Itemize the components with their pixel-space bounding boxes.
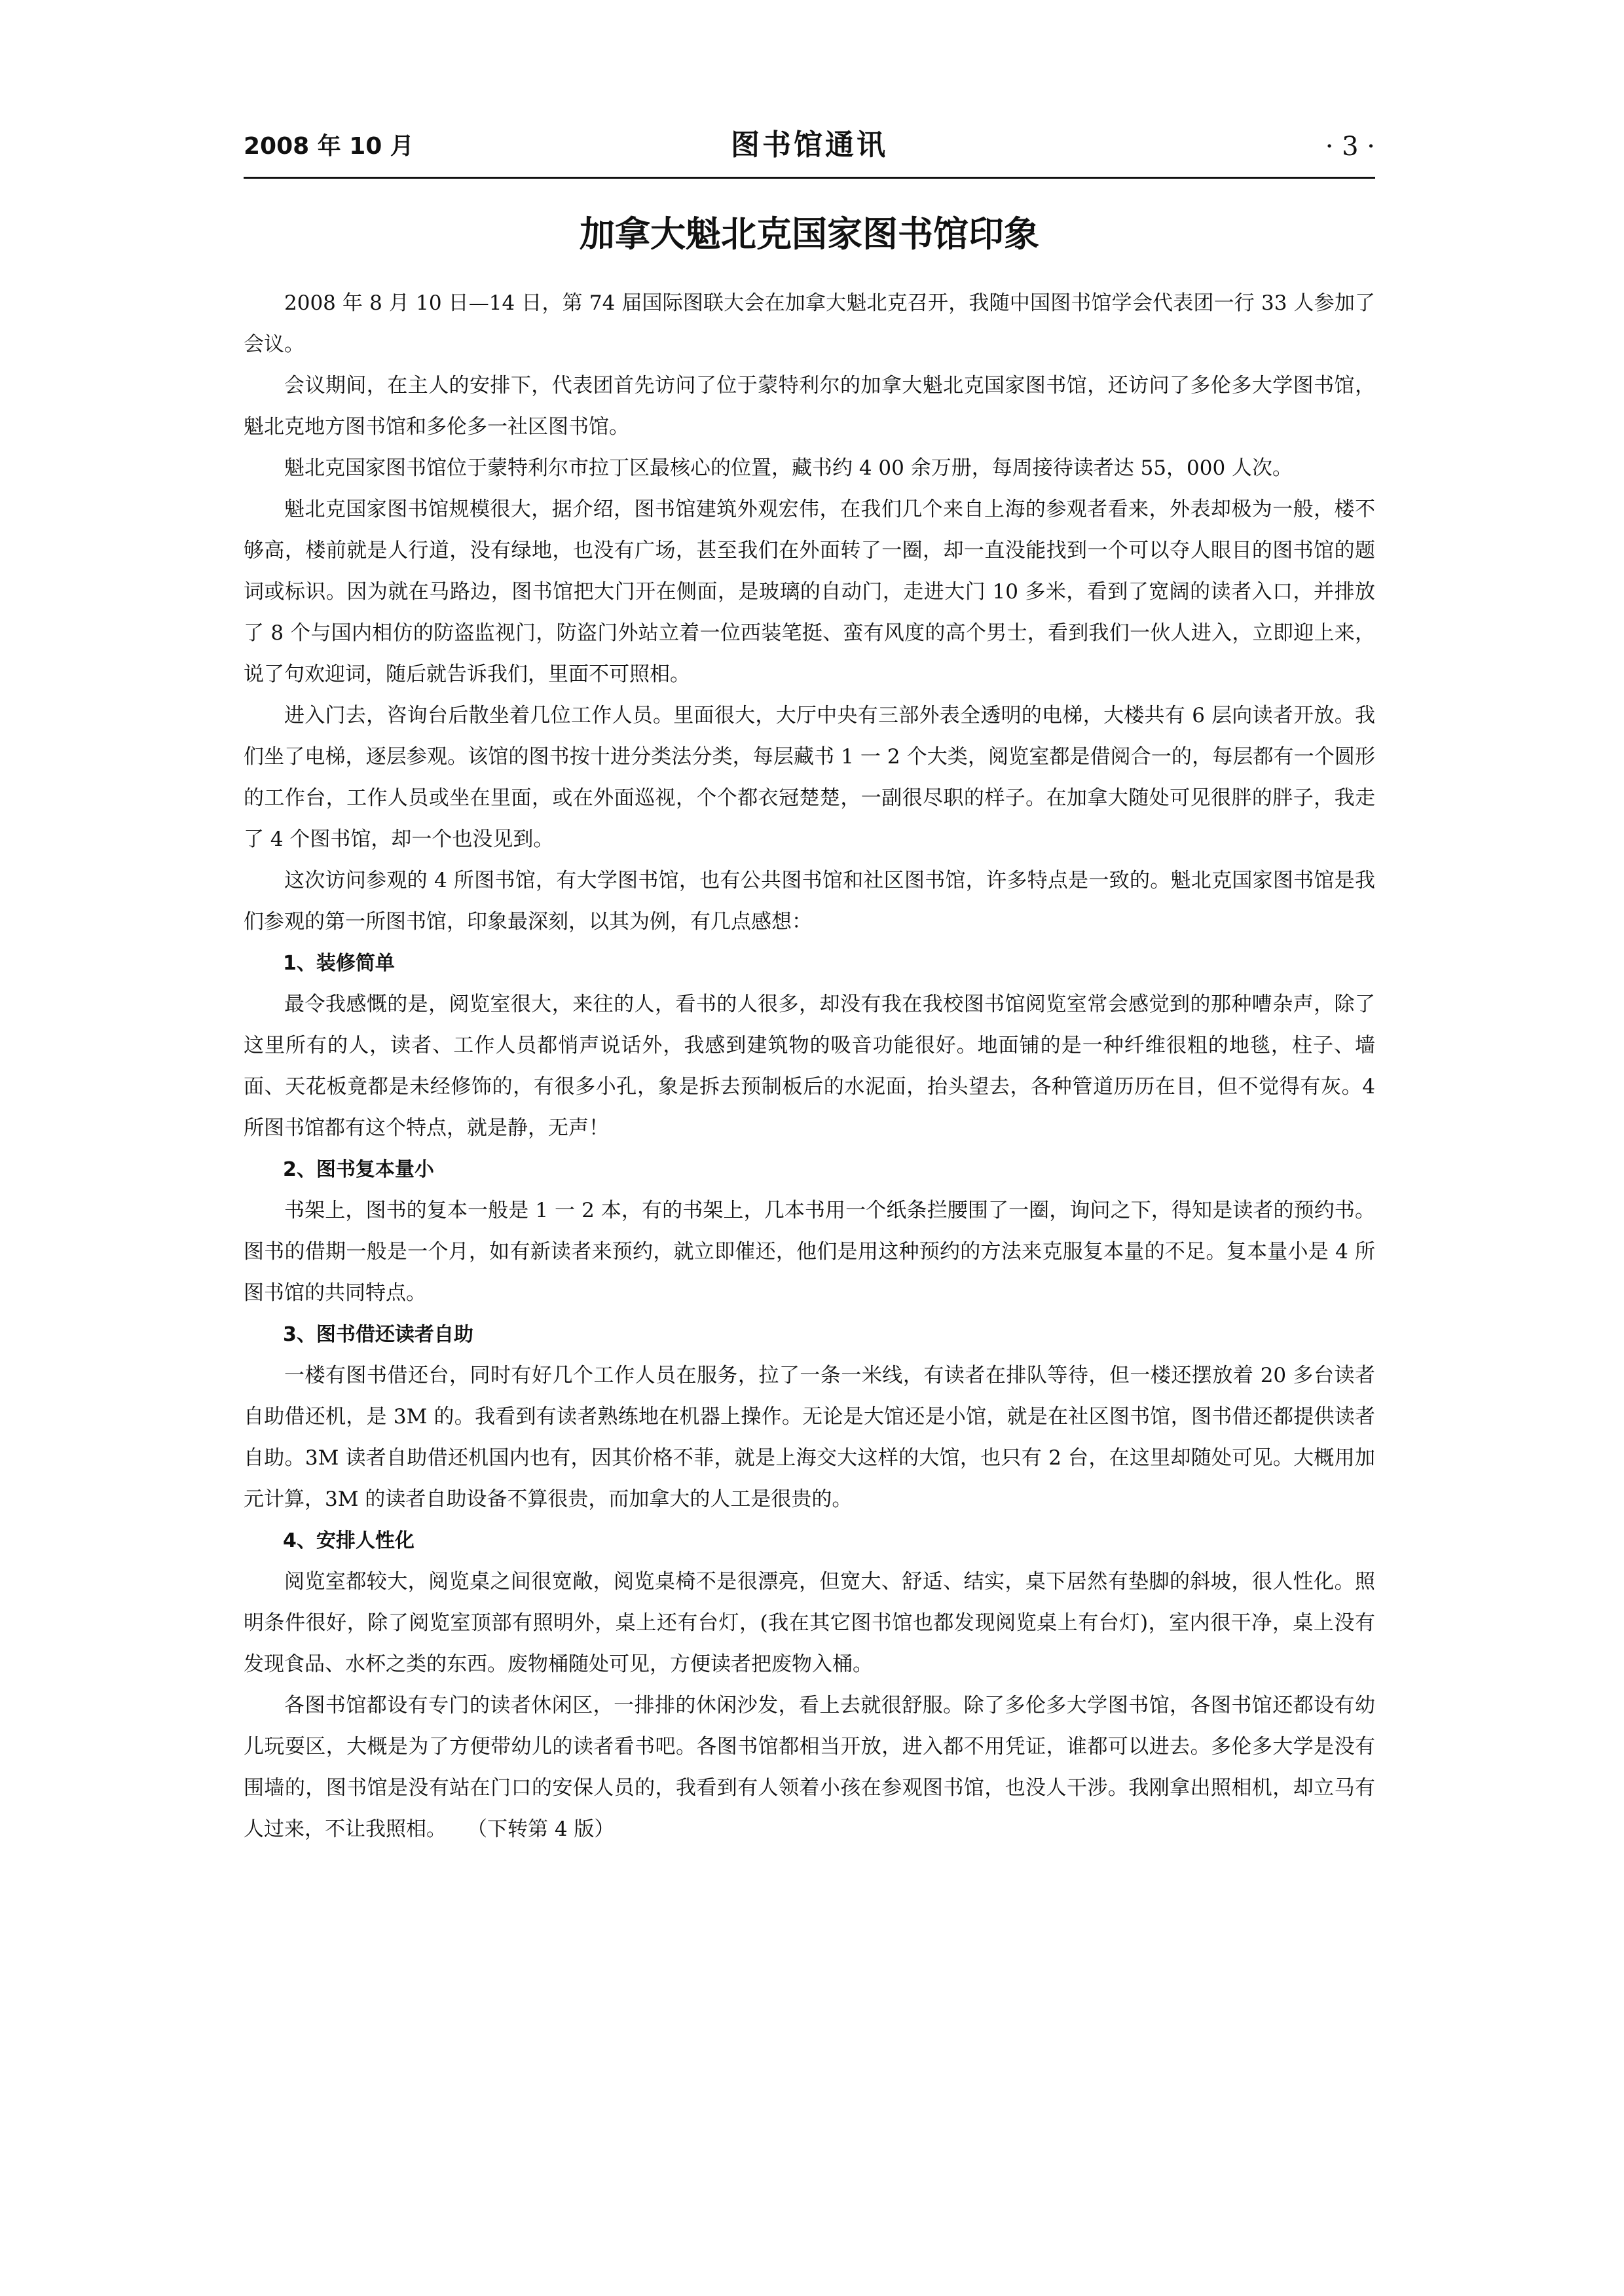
paragraph-location: 魁北克国家图书馆位于蒙特利尔市拉丁区最核心的位置，藏书约 4 00 余万册，每周接待读者达 55，000 人次。 — [284, 456, 1293, 480]
article-title: 加拿大魁北克国家图书馆印象 — [580, 213, 1039, 255]
paragraph-self-service: 一楼有图书借还台，同时有好几个工作人员在服务，拉了一条一米线，有读者在排队等待，但一楼还摆放着 20 多台读者自助借还机，是 3M 的。我看到有读者熟练地在机器上操作。无论是大馆还是小馆，就是在社区图书馆，图书借还都提供读者自助。3M 读者自助借还机国内也有，因其价格不菲，就是上海交大这样的大馆，也只有 2 台，在这里却随处可见。大概用加元计算，3M 的读者自助设备不算很贵，而加拿大的人工是很贵的。 — [244, 1364, 1375, 1511]
section-heading-decoration: 1、装修简单 — [283, 952, 395, 975]
section-heading-humanized: 4、安排人性化 — [283, 1529, 415, 1552]
paragraph-visit: 会议期间，在主人的安排下，代表团首先访问了位于蒙特利尔的加拿大魁北克国家图书馆，还访问了多伦多大学图书馆，魁北克地方图书馆和多伦多一社区图书馆。 — [244, 374, 1375, 439]
paragraph-overview: 这次访问参观的 4 所图书馆，有大学图书馆，也有公共图书馆和社区图书馆，许多特点是一致的。魁北克国家图书馆是我们参观的第一所图书馆，印象最深刻，以其为例，有几点感想： — [244, 869, 1375, 934]
paragraph-interior: 进入门去，咨询台后散坐着几位工作人员。里面很大，大厅中央有三部外表全透明的电梯，大楼共有 6 层向读者开放。我们坐了电梯，逐层参观。该馆的图书按十进分类法分类，每层藏书 1 一 2 个大类，阅览室都是借阅合一的，每层都有一个圆形的工作台，工作人员或坐在里面，或在外面巡视，个个都衣冠楚楚，一副很尽职的样子。在加拿大随处可见很胖的胖子，我走了 4 个图书馆，却一个也没见到。 — [244, 704, 1375, 851]
publication-title: 图书馆通讯 — [731, 128, 888, 162]
paragraph-humanized: 阅览室都较大，阅览桌之间很宽敞，阅览桌椅不是很漂亮，但宽大、舒适、结实，桌下居然有垫脚的斜坡，很人性化。照明条件很好，除了阅览室顶部有照明外，桌上还有台灯，(我在其它图书馆也都发现阅览桌上有台灯)，室内很干净，桌上没有发现食品、水杯之类的东西。废物桶随处可见，方便读者把废物入桶。 — [244, 1570, 1375, 1676]
header-divider — [244, 177, 1375, 179]
page-number: · 3 · — [1325, 132, 1375, 162]
page-header — [244, 122, 1375, 175]
issue-date: 2008 年 10 月 — [244, 133, 414, 160]
paragraph-intro: 2008 年 8 月 10 日—14 日，第 74 届国际图联大会在加拿大魁北克召开，我随中国图书馆学会代表团一行 33 人参加了会议。 — [244, 291, 1375, 356]
continued-note: （下转第 4 版） — [477, 1817, 615, 1841]
section-heading-self-service: 3、图书借还读者自助 — [283, 1323, 473, 1346]
section-heading-copies: 2、图书复本量小 — [283, 1158, 434, 1181]
paragraph-copies: 书架上，图书的复本一般是 1 一 2 本，有的书架上，几本书用一个纸条拦腰围了一圈，询问之下，得知是读者的预约书。图书的借期一般是一个月，如有新读者来预约，就立即催还，他们是用这种预约的方法来克服复本量的不足。复本量小是 4 所图书馆的共同特点。 — [244, 1199, 1375, 1305]
paragraph-exterior: 魁北克国家图书馆规模很大，据介绍，图书馆建筑外观宏伟，在我们几个来自上海的参观者看来，外表却极为一般，楼不够高，楼前就是人行道，没有绿地，也没有广场，甚至我们在外面转了一圈，却一直没能找到一个可以夺人眼目的图书馆的题词或标识。因为就在马路边，图书馆把大门开在侧面，是玻璃的自动门，走进大门 10 多米，看到了宽阔的读者入口，并排放了 8 个与国内相仿的防盗监视门，防盗门外站立着一位西装笔挺、蛮有风度的高个男士，看到我们一伙人进入，立即迎上来，说了句欢迎词，随后就告诉我们，里面不可照相。 — [244, 498, 1375, 686]
paragraph-leisure-text: 各图书馆都设有专门的读者休闲区，一排排的休闲沙发，看上去就很舒服。除了多伦多大学图书馆，各图书馆还都设有幼儿玩耍区，大概是为了方便带幼儿的读者看书吧。各图书馆都相当开放，进入都不用凭证，谁都可以进去。多伦多大学是没有围墙的，图书馆是没有站在门口的安保人员的，我看到有人领着小孩在参观图书馆，也没人干涉。我刚拿出照相机，却立马有人过来，不让我照相。 — [244, 1694, 1375, 1841]
paragraph-decoration: 最令我感慨的是，阅览室很大，来往的人，看书的人很多，却没有我在我校图书馆阅览室常会感觉到的那种嘈杂声，除了这里所有的人，读者、工作人员都悄声说话外，我感到建筑物的吸音功能很好。地面铺的是一种纤维很粗的地毯，柱子、墙面、天花板竟都是未经修饰的，有很多小孔，象是拆去预制板后的水泥面，抬头望去，各种管道历历在目，但不觉得有灰。4 所图书馆都有这个特点，就是静，无声！ — [244, 993, 1375, 1140]
article-body — [244, 283, 1375, 1850]
paragraph-leisure — [244, 1685, 1375, 1850]
